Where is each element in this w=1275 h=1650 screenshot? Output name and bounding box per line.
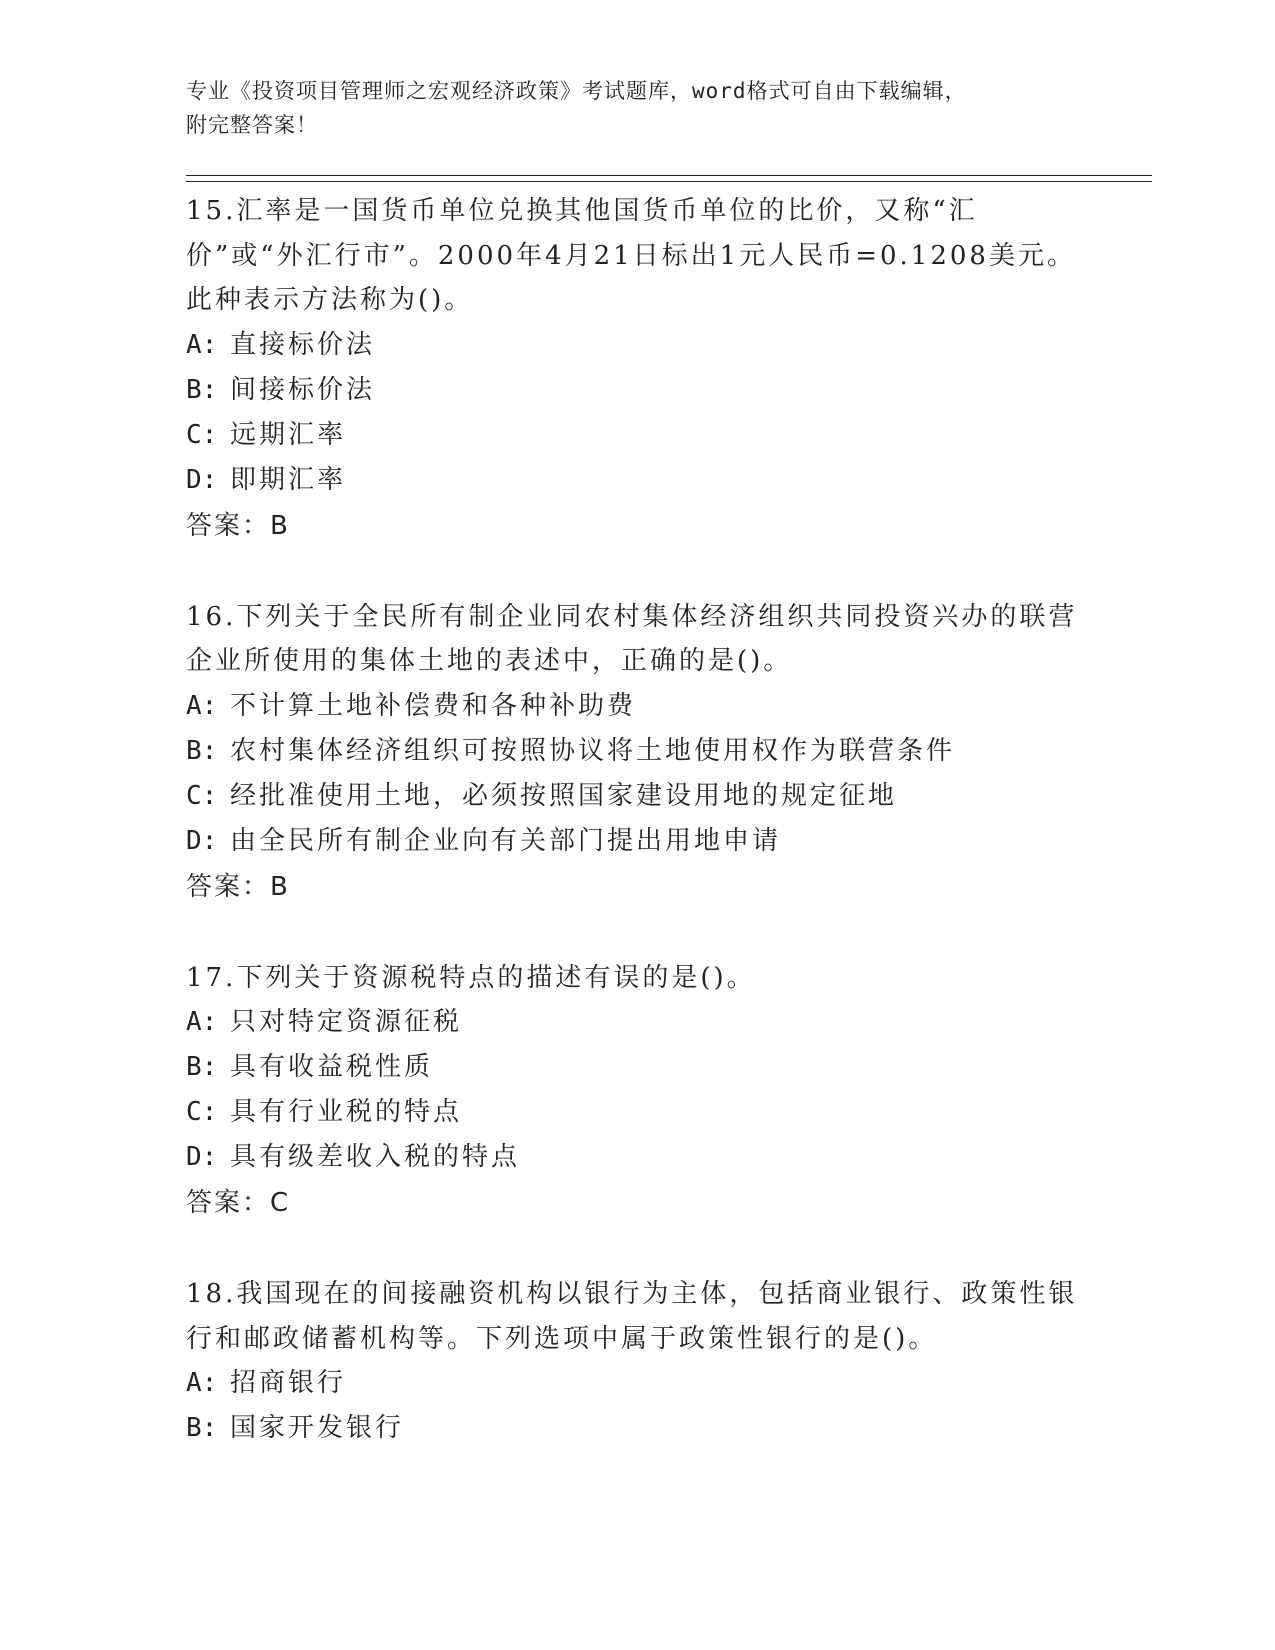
option-letter: D:: [186, 1142, 218, 1172]
option-letter: B:: [186, 735, 218, 766]
question-stem: 15.汇率是一国货币单位兑换其他国货币单位的比价，又称“汇价”或“外汇行市”。2000年4月21日标出1元人民币=0.1208美元。此种表示方法称为()。: [186, 196, 1076, 315]
option-letter: B:: [186, 1052, 218, 1082]
option-letter: B:: [186, 374, 218, 405]
option-text: 只对特定资源征税: [230, 1007, 463, 1037]
option-b: [186, 729, 1086, 774]
option-text: 具有级差收入税的特点: [230, 1142, 521, 1172]
question-16: [186, 595, 1086, 910]
option-letter: D:: [186, 825, 218, 856]
option-a: [186, 323, 1086, 368]
option-letter: C:: [186, 780, 218, 811]
option-c: [186, 413, 1086, 458]
option-text: 农村集体经济组织可按照协议将土地使用权作为联营条件: [230, 735, 956, 766]
answer-line: 答案：B: [186, 871, 290, 902]
option-letter: D:: [186, 464, 218, 495]
option-b: [186, 1406, 1086, 1451]
question-18: [186, 1272, 1086, 1451]
option-letter: A:: [186, 1368, 218, 1398]
option-text: 由全民所有制企业向有关部门提出用地申请: [230, 825, 782, 856]
option-letter: C:: [186, 419, 218, 450]
question-list: [186, 189, 1086, 1497]
option-a: [186, 1000, 1086, 1045]
option-text: 间接标价法: [230, 374, 376, 405]
question-stem: 17.下列关于资源税特点的描述有误的是()。: [186, 962, 756, 993]
answer-line: 答案：C: [186, 1188, 291, 1218]
option-d: [186, 819, 1086, 864]
option-text: 不计算土地补偿费和各种补助费: [230, 690, 637, 721]
option-b: [186, 1045, 1086, 1090]
question-15: [186, 189, 1086, 549]
option-text: 经批准使用土地，必须按照国家建设用地的规定征地: [230, 780, 898, 811]
option-text: 具有行业税的特点: [230, 1097, 463, 1127]
option-text: 国家开发银行: [230, 1413, 405, 1443]
option-letter: A:: [186, 690, 218, 721]
option-d: [186, 458, 1086, 503]
question-stem: 18.我国现在的间接融资机构以银行为主体，包括商业银行、政策性银行和邮政储蓄机构等。下列选项中属于政策性银行的是()。: [186, 1279, 1078, 1354]
option-letter: A:: [186, 329, 218, 360]
option-b: [186, 368, 1086, 413]
option-c: [186, 774, 1086, 819]
option-text: 具有收益税性质: [230, 1052, 434, 1082]
question-stem: 16.下列关于全民所有制企业同农村集体经济组织共同投资兴办的联营企业所使用的集体土地的表述中，正确的是()。: [186, 601, 1078, 676]
header-divider-bottom: [186, 181, 1152, 182]
option-a: [186, 684, 1086, 729]
option-text: 直接标价法: [230, 329, 376, 360]
option-letter: C:: [186, 1097, 218, 1127]
document-header: 专业《投资项目管理师之宏观经济政策》考试题库，word格式可自由下载编辑， 附完整答案！: [186, 79, 967, 137]
question-17: [186, 956, 1086, 1227]
answer-line: 答案：B: [186, 510, 290, 541]
option-letter: B:: [186, 1413, 218, 1443]
option-c: [186, 1090, 1086, 1135]
option-text: 招商银行: [230, 1368, 347, 1398]
header-divider-top: [186, 175, 1152, 176]
option-text: 远期汇率: [230, 419, 347, 450]
option-d: [186, 1135, 1086, 1180]
option-letter: A:: [186, 1007, 218, 1037]
option-text: 即期汇率: [230, 464, 347, 495]
option-a: [186, 1361, 1086, 1406]
